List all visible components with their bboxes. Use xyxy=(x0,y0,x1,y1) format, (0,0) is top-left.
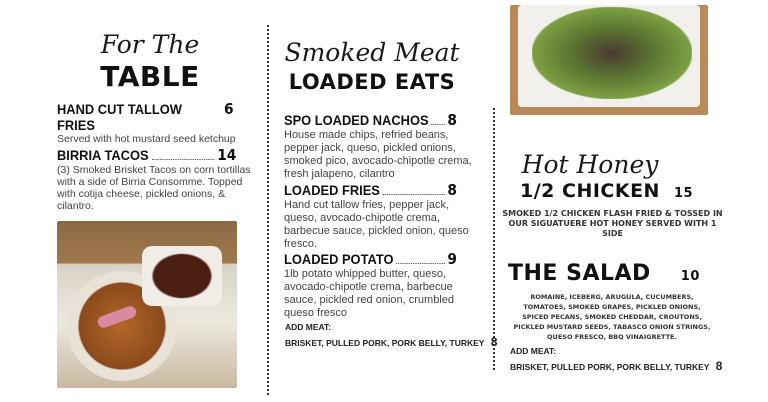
add-meat-list: BRISKET, PULLED PORK, PORK BELLY, TURKEY xyxy=(510,362,710,372)
menu-item xyxy=(284,250,472,320)
left-script-title: For The xyxy=(100,30,200,59)
item-name: SPO LOADED NACHOS xyxy=(284,112,429,128)
item-desc: 1lb potato whipped butter, queso, avocado-chipotle crema, barbecue sauce, pickled red onion, crumbled queso fresco xyxy=(284,268,454,319)
item-desc: Hand cut tallow fries, pepper jack, queso, avocado-chipotle crema, barbecue sauce, pickled onion, queso fresco. xyxy=(284,199,469,250)
salad-photo xyxy=(510,5,708,115)
menu-item xyxy=(57,100,249,145)
menu-item xyxy=(284,111,472,181)
item-price: 9 xyxy=(447,250,457,268)
left-title: TABLE xyxy=(100,60,200,93)
add-meat-options xyxy=(510,359,722,373)
chicken-title: 1/2 CHICKEN xyxy=(520,180,660,202)
middle-script-title: Smoked Meat xyxy=(284,38,460,67)
item-name: HAND CUT TALLOW FRIES xyxy=(57,101,182,133)
item-name: LOADED POTATO xyxy=(284,251,394,267)
menu-item xyxy=(284,181,472,251)
add-meat-options xyxy=(285,335,497,349)
item-price: 8 xyxy=(447,181,457,199)
menu-item xyxy=(57,146,252,212)
salad-desc: ROMAINE, ICEBERG, ARUGULA, CUCUMBERS, TOMATOES, SMOKED GRAPES, PICKLED ONIONS, SPICED PECANS, SMOKED CHEDDAR, CROUTONS, PICKLED MUSTARD SEEDS, TABASCO ONION STRINGS, QUESO FRESCO, BBQ VINAIGRETTE. xyxy=(513,293,711,341)
salad-title: THE SALAD xyxy=(508,261,651,286)
item-desc: House made chips, refried beans, pepper jack, queso, pickled onions, smoked pico, avocado-chipotle crema, fresh jalapeno, cilantro xyxy=(284,129,472,180)
item-price: 8 xyxy=(447,111,457,129)
column-divider xyxy=(267,25,269,395)
chicken-script-title: Hot Honey xyxy=(521,150,659,179)
add-meat-label: ADD MEAT: xyxy=(510,346,557,356)
salad-heading xyxy=(508,261,723,286)
item-desc: (3) Smoked Brisket Tacos on corn tortillas with a side of Birria Consomme. Topped with cotija cheese, pickled onions, & cilantro. xyxy=(57,164,251,212)
chicken-price: 15 xyxy=(673,186,694,201)
salad-price: 10 xyxy=(680,269,700,284)
chicken-desc: SMOKED 1/2 CHICKEN FLASH FRIED & TOSSED IN OUR SIGUATUERE HOT HONEY SERVED WITH 1 SIDE xyxy=(502,209,723,238)
item-price: 14 xyxy=(217,146,237,164)
item-name: BIRRIA TACOS xyxy=(57,147,149,163)
item-price: 6 xyxy=(224,100,234,118)
birria-tacos-photo xyxy=(57,221,237,388)
add-meat-price: 8 xyxy=(490,335,498,349)
chicken-heading xyxy=(520,180,720,202)
middle-title: LOADED EATS xyxy=(288,70,456,94)
column-divider xyxy=(493,108,495,370)
item-name: LOADED FRIES xyxy=(284,182,380,198)
add-meat-price: 8 xyxy=(715,359,723,373)
item-desc: Served with hot mustard seed ketchup xyxy=(57,133,236,145)
add-meat-list: BRISKET, PULLED PORK, PORK BELLY, TURKEY xyxy=(285,338,485,348)
add-meat-label: ADD MEAT: xyxy=(285,322,332,332)
